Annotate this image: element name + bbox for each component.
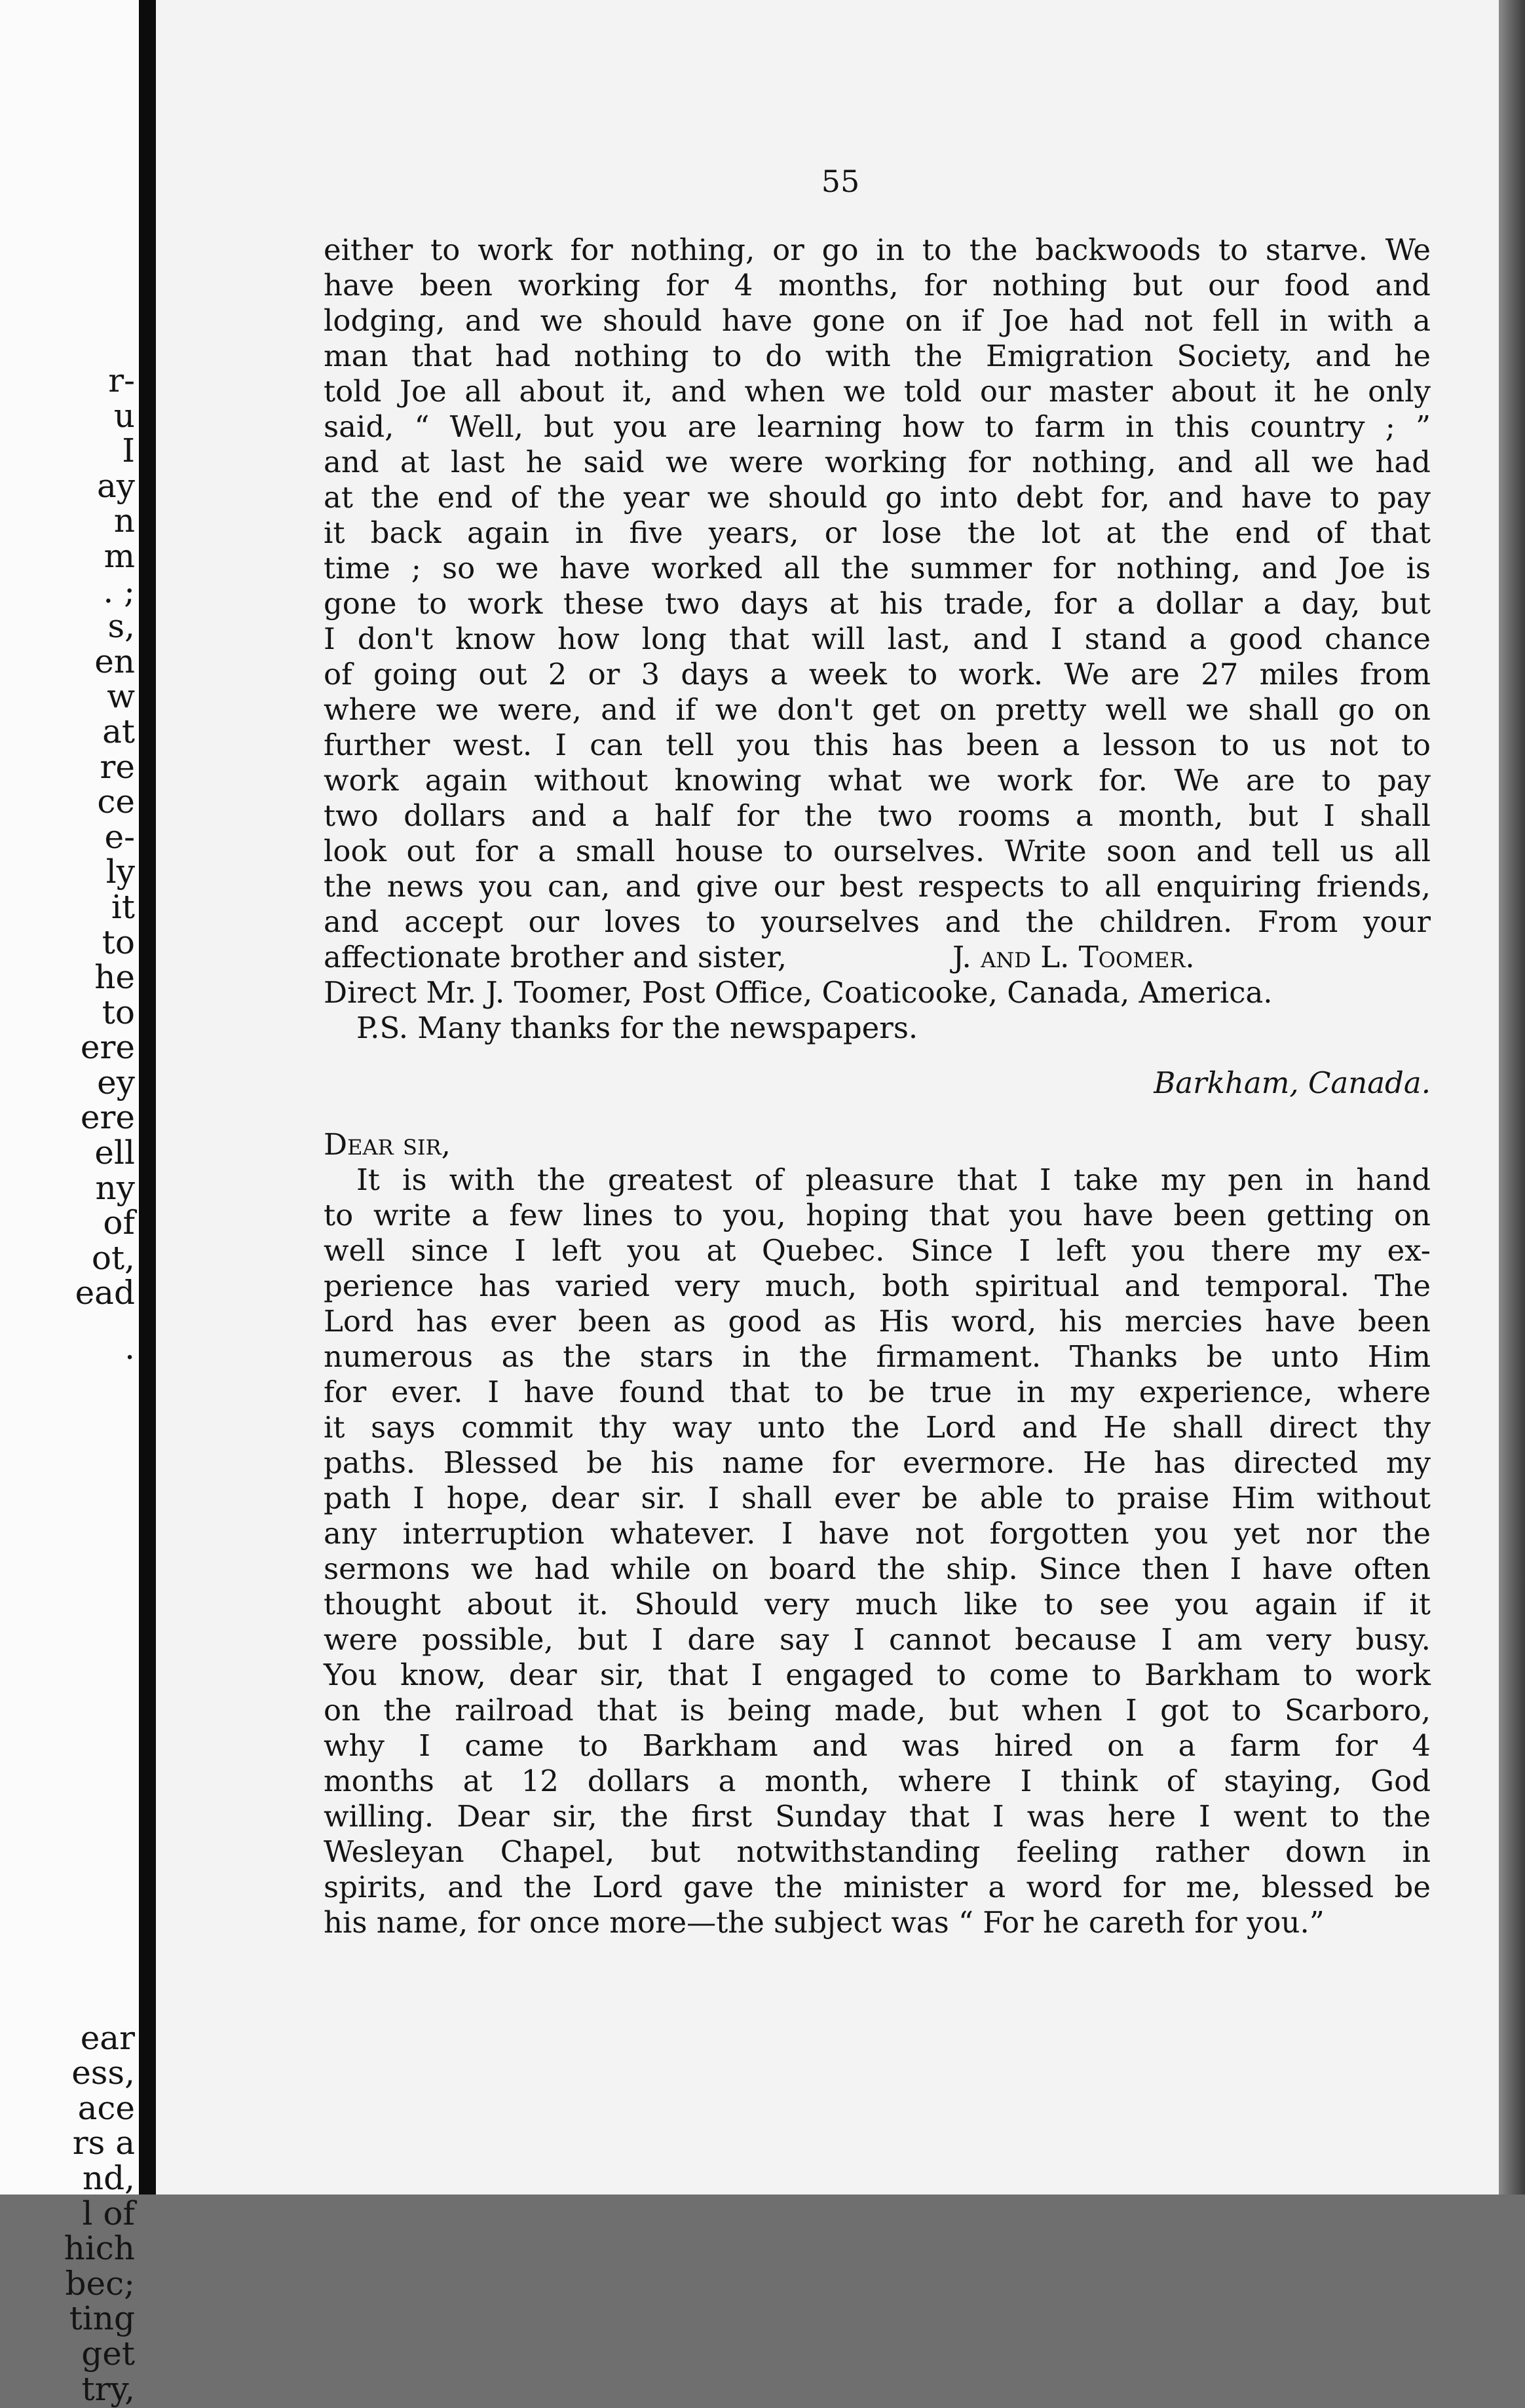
text-line: months at 12 dollars a month, where I think of staying, God [324,1764,1431,1798]
facing-page-fragment: ny [95,1168,135,1207]
facing-page-fragment: ey [97,1063,135,1102]
facing-page [0,0,139,2408]
facing-page-fragment: ay [96,466,135,505]
facing-page-fragment: r- [108,361,135,399]
letter-barkham [324,1162,1431,1940]
facing-page-fragment: en [94,642,135,680]
text-line: numerous as the stars in the firmament. Thanks be unto Him [324,1339,1431,1374]
text-line: further west. I can tell you this has been a lesson to us not to [324,728,1431,762]
book-spine [139,0,156,2195]
letter-postscript: P.S. Many thanks for the newspapers. [356,1010,918,1045]
facing-page-fragment: at [102,712,135,750]
facing-page-fragment: I [122,432,135,470]
facing-page-fragment: nd, [82,2159,135,2197]
text-line: work again without knowing what we work for. We are to pay [324,763,1431,798]
facing-page-fragment: ead [75,1274,135,1312]
letter-signature: J. and L. Toomer. [952,940,1195,974]
facing-page-fragment: ell [94,1134,135,1172]
facing-page-fragment: e- [104,817,135,856]
text-line: told Joe all about it, and when we told our master about it he only [324,374,1431,409]
letter-salutation: Dear sir, [324,1127,451,1162]
facing-page-fragment: l of [82,2194,135,2232]
facing-page-fragment: hich [64,2229,135,2268]
text-line: of going out 2 or 3 days a week to work. We are 27 miles from [324,657,1431,692]
facing-page-fragment: it [111,887,135,926]
facing-page-fragment: s, [107,607,135,646]
facing-page-fragment: ear [80,2018,135,2057]
text-line: You know, dear sir, that I engaged to come to Barkham to work [324,1658,1431,1692]
text-line: I don't know how long that will last, and I stand a good chance [324,621,1431,656]
letter-closing: affectionate brother and sister, [324,940,787,974]
facing-page-fragment: m [104,536,135,575]
facing-page-fragment: w [107,677,135,716]
letter-address: Direct Mr. J. Toomer, Post Office, Coaticooke, Canada, America. [324,975,1273,1010]
facing-page-fragment: ting [69,2299,135,2338]
text-line: either to work for nothing, or go in to the backwoods to starve. We [324,232,1431,267]
text-line: why I came to Barkham and was hired on a farm for 4 [324,1728,1431,1763]
text-line: man that had nothing to do with the Emigration Society, and he [324,339,1431,373]
facing-page-fragment: to [102,993,135,1031]
text-line: look out for a small house to ourselves. Write soon and tell us all [324,834,1431,868]
text-line: It is with the greatest of pleasure that I take my pen in hand [356,1162,1431,1197]
text-line: time ; so we have worked all the summer for nothing, and Joe is [324,551,1431,585]
facing-page-fragment: rs a [72,2124,135,2162]
text-line: gone to work these two days at his trade, for a dollar a day, but [324,586,1431,621]
facing-page-fragment: n [113,502,135,540]
text-line: path I hope, dear sir. I shall ever be able to praise Him without [324,1481,1431,1515]
facing-page-fragment: ace [77,2088,135,2127]
facing-page-fragment: get [81,2334,135,2373]
facing-page-fragment: he [94,958,135,997]
facing-page-middle-fragments [0,1331,135,1366]
facing-page-fragment: to [102,923,135,961]
text-line: and at last he said we were working for nothing, and all we had [324,445,1431,479]
facing-page-fragment: . ; [103,572,135,610]
facing-page-fragment: ly [105,853,135,891]
text-line: paths. Blessed be his name for evermore. He has directed my [324,1445,1431,1480]
text-line: on the railroad that is being made, but when I got to Scarboro, [324,1693,1431,1728]
text-line: sermons we had while on board the ship. Since then I have often [324,1551,1431,1586]
letter-toomer [324,232,1431,940]
text-line: well since I left you at Quebec. Since I left you there my ex- [324,1233,1431,1268]
text-line: Lord has ever been as good as His word, his mercies have been [324,1304,1431,1339]
text-line: Wesleyan Chapel, but notwithstanding feeling rather down in [324,1834,1431,1869]
facing-page-fragment: re [100,747,135,786]
page-body [324,232,1431,1940]
text-line: spirits, and the Lord gave the minister a word for me, blessed be [324,1870,1431,1904]
facing-page-fragment: ess, [71,2054,135,2092]
text-line: for ever. I have found that to be true in my experience, where [324,1375,1431,1409]
facing-page-text [0,0,135,2407]
letter-closing-line [324,940,1431,975]
facing-page-fragment: of [103,1204,135,1242]
text-line: where we were, and if we don't get on pretty well we shall go on [324,692,1431,727]
text-line: have been working for 4 months, for nothing but our food and [324,268,1431,303]
text-line: said, “ Well, but you are learning how to farm in this country ; ” [324,409,1431,444]
text-line: were possible, but I dare say I cannot because I am very busy. [324,1622,1431,1657]
facing-page-fragment: u [113,396,135,435]
facing-page-fragment: try, [81,2369,135,2408]
facing-page-fragment: ce [97,783,135,821]
text-line: the news you can, and give our best respects to all enquiring friends, [324,869,1431,904]
letter-place: Barkham, Canada. [1154,1065,1431,1100]
text-line: perience has varied very much, both spiritual and temporal. The [324,1269,1431,1303]
text-line: two dollars and a half for the two rooms a month, but I shall [324,798,1431,833]
facing-page-fragment: ere [80,1098,135,1137]
text-line: any interruption whatever. I have not forgotten you yet nor the [324,1516,1431,1551]
text-line: it says commit thy way unto the Lord and He shall direct thy [324,1410,1431,1445]
text-line: lodging, and we should have gone on if Joe had not fell in with a [324,303,1431,338]
facing-page-fragment: bec; [65,2264,135,2303]
facing-page-bottom-fragments [0,2018,135,2408]
text-line: to write a few lines to you, hoping that you have been getting on [324,1198,1431,1232]
page-edge [1499,0,1525,2195]
text-line: at the end of the year we should go into debt for, and have to pay [324,480,1431,515]
text-line: willing. Dear sir, the first Sunday that I was here I went to the [324,1799,1431,1834]
text-line: thought about it. Should very much like to see you again if it [324,1587,1431,1621]
text-line: it back again in five years, or lose the lot at the end of that [324,515,1431,550]
facing-page-fragment: . [124,1329,135,1367]
facing-page-top-fragments [0,363,135,1311]
facing-page-fragment: ot, [91,1238,135,1277]
text-line: his name, for once more—the subject was “ For he careth for you.” [324,1905,1325,1940]
book-page [156,0,1499,2195]
text-line: and accept our loves to yourselves and the children. From your [324,904,1431,939]
page-number: 55 [821,164,860,199]
facing-page-fragment: ere [80,1028,135,1067]
